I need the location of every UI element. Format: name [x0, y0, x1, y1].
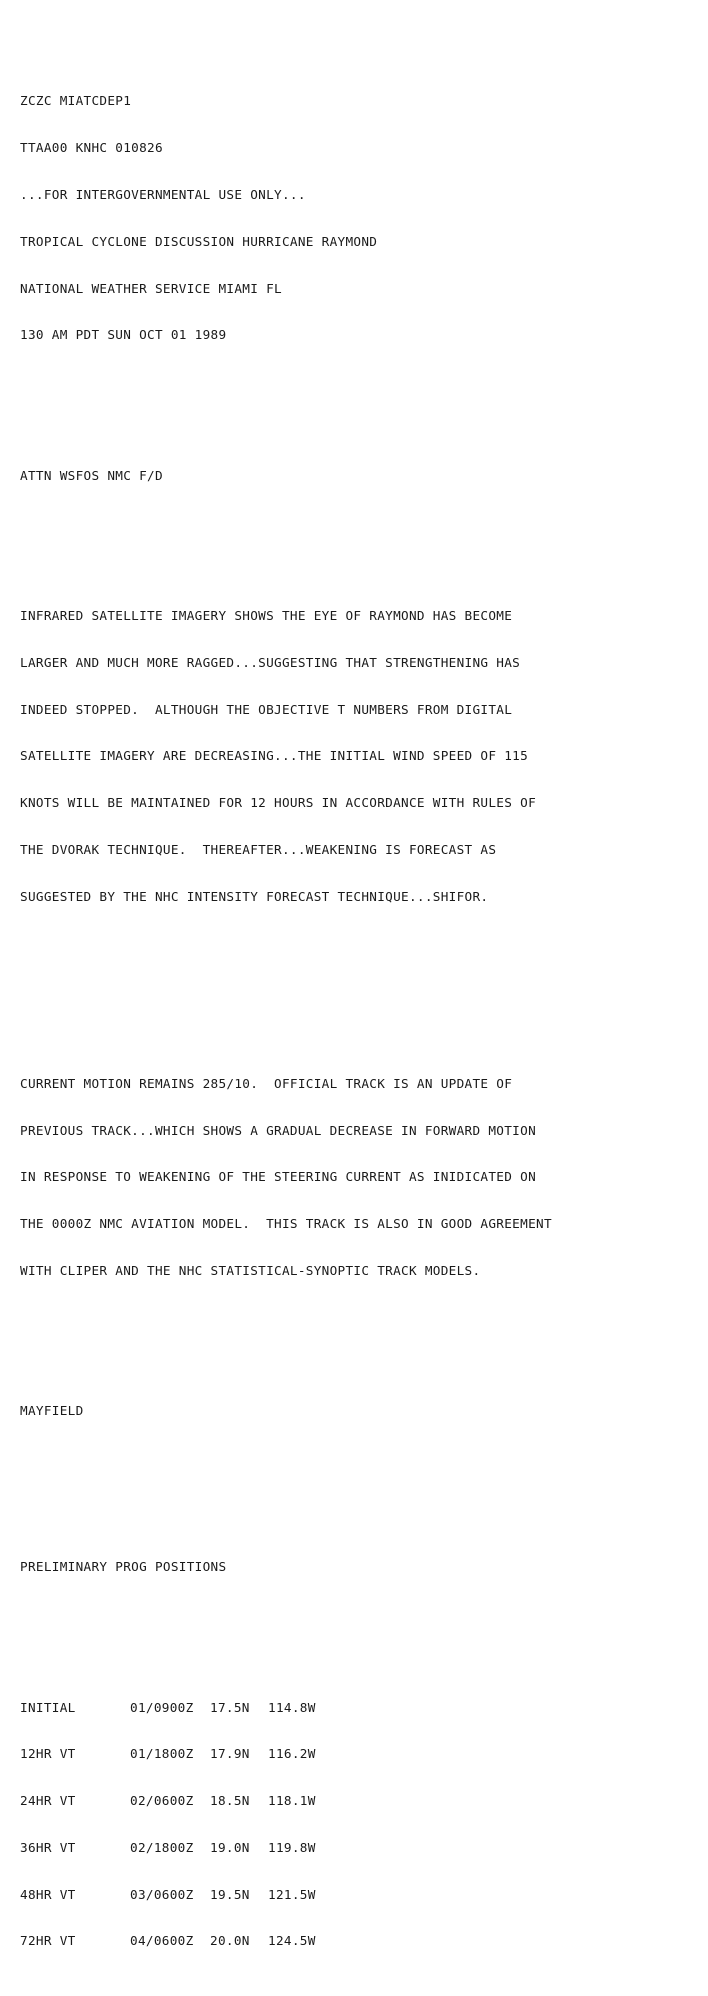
- document-title: TROPICAL CYCLONE DISCUSSION HURRICANE RAYMOND: [20, 233, 378, 249]
- forecaster-signature: MAYFIELD: [20, 1403, 84, 1419]
- discussion-document: [20, 31, 552, 1996]
- forecast-period: 36HR VT: [20, 1839, 76, 1855]
- valid-time: 01/0900Z: [130, 1699, 194, 1715]
- spacer: [20, 514, 552, 530]
- paragraph-line: WITH CLIPER AND THE NHC STATISTICAL-SYNOPTIC TRACK MODELS.: [20, 1262, 481, 1278]
- prog-positions-title: PRELIMINARY PROG POSITIONS: [20, 1559, 227, 1575]
- spacer: [20, 1356, 552, 1372]
- latitude: 17.5N: [210, 1699, 250, 1715]
- longitude: 119.8W: [268, 1839, 316, 1855]
- paragraph-line: PREVIOUS TRACK...WHICH SHOWS A GRADUAL DECREASE IN FORWARD MOTION: [20, 1122, 537, 1138]
- paragraph-line: SATELLITE IMAGERY ARE DECREASING...THE INITIAL WIND SPEED OF 115: [20, 748, 529, 764]
- paragraph-line: CURRENT MOTION REMAINS 285/10. OFFICIAL TRACK IS AN UPDATE OF: [20, 1075, 513, 1091]
- valid-time: 02/1800Z: [130, 1839, 194, 1855]
- bulletin-header: [20, 62, 552, 374]
- prog-positions-table: [20, 1668, 552, 1980]
- latitude: 19.0N: [210, 1839, 250, 1855]
- header-line: TTAA00 KNHC 010826: [20, 140, 163, 156]
- forecast-period: 24HR VT: [20, 1793, 76, 1809]
- spacer: [20, 421, 552, 437]
- forecast-period: 48HR VT: [20, 1886, 76, 1902]
- latitude: 18.5N: [210, 1793, 250, 1809]
- paragraph-line: THE DVORAK TECHNIQUE. THEREAFTER...WEAKENING IS FORECAST AS: [20, 841, 497, 857]
- paragraph-motion: [20, 1045, 552, 1310]
- header-line: NATIONAL WEATHER SERVICE MIAMI FL: [20, 280, 282, 296]
- valid-time: 03/0600Z: [130, 1886, 194, 1902]
- paragraph-line: INDEED STOPPED. ALTHOUGH THE OBJECTIVE T NUMBERS FROM DIGITAL: [20, 701, 513, 717]
- valid-time: 01/1800Z: [130, 1746, 194, 1762]
- latitude: 19.5N: [210, 1886, 250, 1902]
- attention-line: ATTN WSFOS NMC F/D: [20, 467, 163, 483]
- paragraph-line: KNOTS WILL BE MAINTAINED FOR 12 HOURS IN ACCORDANCE WITH RULES OF: [20, 795, 537, 811]
- longitude: 121.5W: [268, 1886, 316, 1902]
- valid-time: 04/0600Z: [130, 1933, 194, 1949]
- longitude: 118.1W: [268, 1793, 316, 1809]
- header-line: ZCZC MIATCDEP1: [20, 93, 132, 109]
- table-row: [20, 1840, 552, 1856]
- table-row: [20, 1933, 552, 1949]
- latitude: 17.9N: [210, 1746, 250, 1762]
- spacer: [20, 1466, 552, 1528]
- longitude: 114.8W: [268, 1699, 316, 1715]
- issue-datetime: 130 AM PDT SUN OCT 01 1989: [20, 327, 227, 343]
- longitude: 116.2W: [268, 1746, 316, 1762]
- longitude: 124.5W: [268, 1933, 316, 1949]
- spacer: [20, 1606, 552, 1622]
- spacer: [20, 982, 552, 998]
- paragraph-line: THE 0000Z NMC AVIATION MODEL. THIS TRACK IS ALSO IN GOOD AGREEMENT: [20, 1216, 552, 1232]
- forecast-period: 72HR VT: [20, 1933, 76, 1949]
- table-row: [20, 1793, 552, 1809]
- table-row: [20, 1746, 552, 1762]
- forecast-period: INITIAL: [20, 1699, 76, 1715]
- table-row: [20, 1700, 552, 1716]
- paragraph-line: LARGER AND MUCH MORE RAGGED...SUGGESTING THAT STRENGTHENING HAS: [20, 654, 521, 670]
- valid-time: 02/0600Z: [130, 1793, 194, 1809]
- paragraph-line: INFRARED SATELLITE IMAGERY SHOWS THE EYE OF RAYMOND HAS BECOME: [20, 607, 513, 623]
- forecast-period: 12HR VT: [20, 1746, 76, 1762]
- table-row: [20, 1887, 552, 1903]
- paragraph-line: IN RESPONSE TO WEAKENING OF THE STEERING CURRENT AS INIDICATED ON: [20, 1169, 537, 1185]
- paragraph-line: SUGGESTED BY THE NHC INTENSITY FORECAST TECHNIQUE...SHIFOR.: [20, 888, 489, 904]
- paragraph-intensity: [20, 577, 552, 936]
- header-line: ...FOR INTERGOVERNMENTAL USE ONLY...: [20, 186, 306, 202]
- latitude: 20.0N: [210, 1933, 250, 1949]
